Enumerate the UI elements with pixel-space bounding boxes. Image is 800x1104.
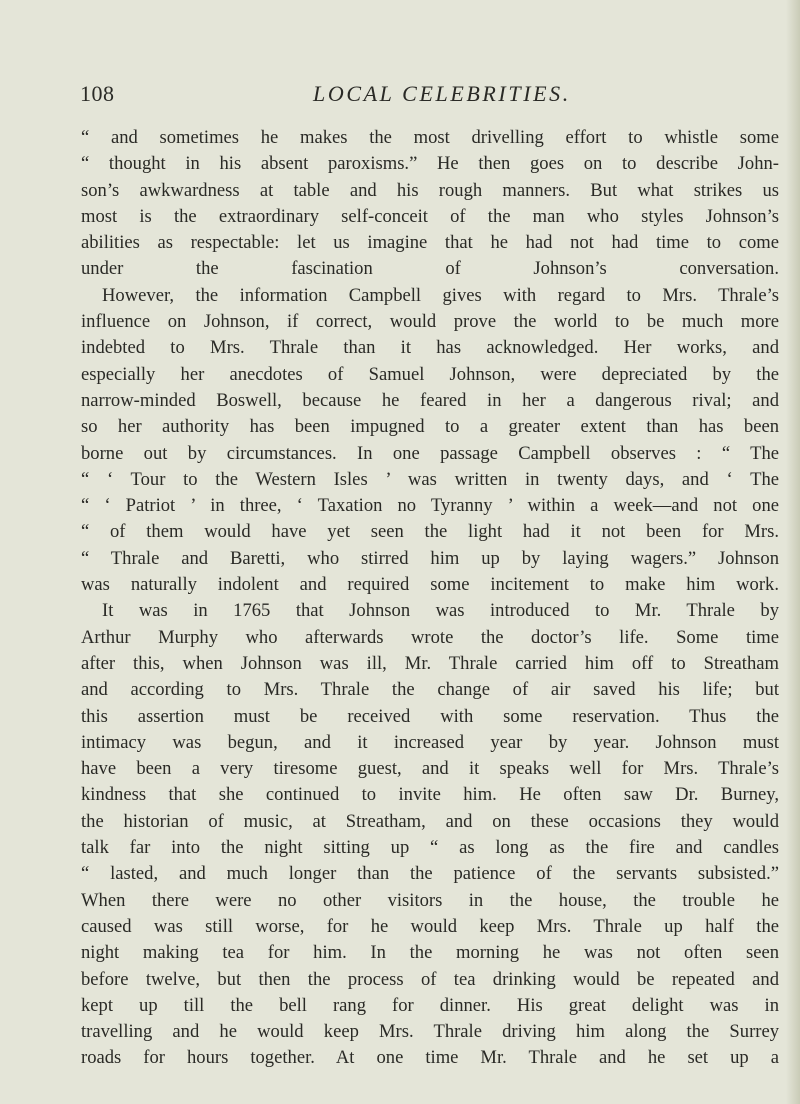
text-line: and according to Mrs. Thrale the change of air saved his life; but — [81, 679, 779, 701]
text-line: “ Thrale and Baretti, who stirred him up by laying wagers.” Johnson — [81, 547, 779, 569]
page-edge-shadow — [786, 0, 800, 1104]
text-line: borne out by circumstances. In one passage Campbell observes : “ The — [81, 442, 779, 464]
text-line: roads for hours together. At one time Mr. Thrale and he set up a — [81, 1047, 779, 1069]
text-line: after this, when Johnson was ill, Mr. Thrale carried him off to Streatham — [81, 652, 779, 674]
page-header — [0, 81, 800, 111]
text-line: travelling and he would keep Mrs. Thrale driving him along the Surrey — [81, 1021, 779, 1043]
text-line: so her authority has been impugned to a greater extent than has been — [81, 416, 779, 438]
text-line: kindness that she continued to invite him. He often saw Dr. Burney, — [81, 784, 779, 806]
text-line: “ thought in his absent paroxisms.” He then goes on to describe John- — [81, 153, 779, 175]
text-line: “ ‘ Patriot ’ in three, ‘ Taxation no Tyranny ’ within a week—and not one — [81, 495, 779, 517]
text-line: abilities as respectable: let us imagine that he had not had time to come — [81, 232, 779, 254]
text-line: Arthur Murphy who afterwards wrote the doctor’s life. Some time — [81, 626, 779, 648]
page-number: 108 — [80, 81, 115, 106]
text-line: talk far into the night sitting up “ as long as the fire and candles — [81, 837, 779, 859]
text-line: intimacy was begun, and it increased year by year. Johnson must — [81, 731, 779, 753]
text-line: narrow-minded Boswell, because he feared in her a dangerous rival; and — [81, 389, 779, 411]
text-line: have been a very tiresome guest, and it speaks well for Mrs. Thrale’s — [81, 758, 779, 780]
text-line: However, the information Campbell gives with regard to Mrs. Thrale’s — [102, 284, 779, 306]
text-line: night making tea for him. In the morning he was not often seen — [81, 942, 779, 964]
text-line: It was in 1765 that Johnson was introduced to Mr. Thrale by — [102, 600, 779, 622]
text-line: “ lasted, and much longer than the patience of the servants subsisted.” — [81, 863, 779, 885]
text-line: “ of them would have yet seen the light had it not been for Mrs. — [81, 521, 779, 543]
text-line: When there were no other visitors in the house, the trouble he — [81, 889, 779, 911]
text-line: “ and sometimes he makes the most drivelling effort to whistle some — [81, 127, 779, 148]
text-line: kept up till the bell rang for dinner. His great delight was in — [81, 994, 779, 1016]
body-text — [81, 125, 779, 1072]
text-line: indebted to Mrs. Thrale than it has acknowledged. Her works, and — [81, 337, 779, 359]
running-head: LOCAL CELEBRITIES. — [313, 81, 571, 106]
text-line: especially her anecdotes of Samuel Johnson, were depreciated by the — [81, 363, 779, 385]
text-line: most is the extraordinary self-conceit of the man who styles Johnson’s — [81, 205, 779, 227]
text-line: son’s awkwardness at table and his rough manners. But what strikes us — [81, 179, 779, 201]
text-line: under the fascination of Johnson’s conversation. — [81, 258, 779, 280]
text-line: was naturally indolent and required some incitement to make him work. — [81, 574, 779, 596]
text-line: caused was still worse, for he would keep Mrs. Thrale up half the — [81, 915, 779, 937]
text-line: the historian of music, at Streatham, and on these occasions they would — [81, 810, 779, 832]
text-line: before twelve, but then the process of tea drinking would be repeated and — [81, 968, 779, 990]
text-line: this assertion must be received with some reservation. Thus the — [81, 705, 779, 727]
text-line: influence on Johnson, if correct, would prove the world to be much more — [81, 311, 779, 333]
text-line: “ ‘ Tour to the Western Isles ’ was written in twenty days, and ‘ The — [81, 468, 779, 490]
